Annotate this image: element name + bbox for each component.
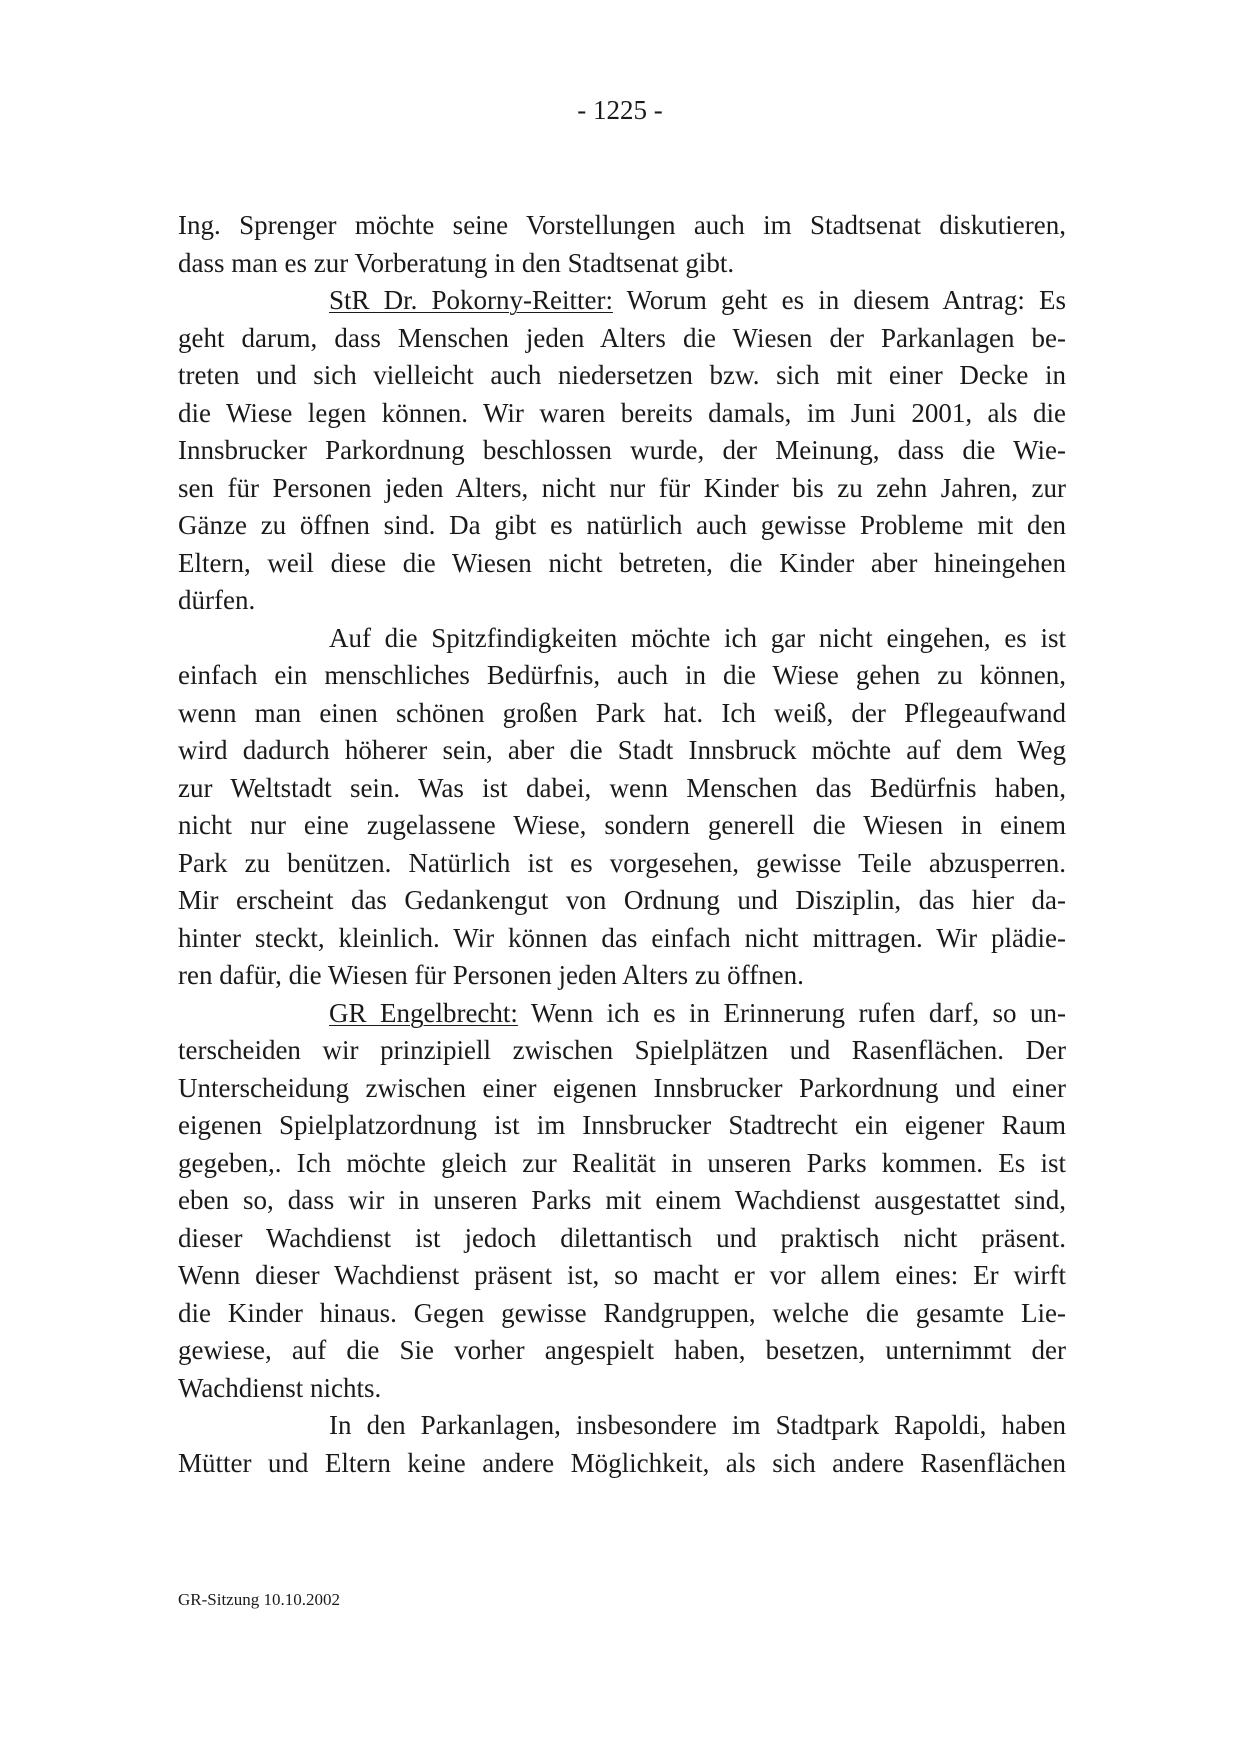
text-line: Wachdienst nichts. <box>178 1372 382 1403</box>
text-line: wird dadurch höherer sein, aber die Stadt Innsbruck möchte auf dem Weg <box>178 735 1066 765</box>
text-line: dieser Wachdienst ist jedoch dilettantisch und praktisch nicht präsent. <box>178 1222 1066 1253</box>
document-body <box>178 207 1066 1482</box>
text-line <box>178 282 1066 320</box>
text-line: gegeben,. Ich möchte gleich zur Realität in unseren Parks kommen. Es ist <box>178 1147 1066 1178</box>
text-line: gewiese, auf die Sie vorher angespielt haben, besetzen, unternimmt der <box>178 1335 1066 1365</box>
text-line: treten und sich vielleicht auch niedersetzen bzw. sich mit einer Decke in <box>178 360 1066 390</box>
text-line-rest: Wenn ich es in Erinnerung rufen darf, so un- <box>517 997 1067 1028</box>
text-line: dürfen. <box>178 585 256 615</box>
text-line: zur Weltstadt sein. Was ist dabei, wenn Menschen das Bedürfnis haben, <box>178 772 1066 803</box>
text-line: geht darum, dass Menschen jeden Alters die Wiesen der Parkanlagen be- <box>178 322 1066 353</box>
paragraph <box>178 1407 1066 1482</box>
text-line-rest: Worum geht es in diesem Antrag: Es <box>612 285 1066 315</box>
text-line: wenn man einen schönen großen Park hat. Ich weiß, der Pflegeaufwand <box>178 697 1066 728</box>
text-line: Ing. Sprenger möchte seine Vorstellungen auch im Stadtsenat diskutieren, <box>178 210 1066 240</box>
text-line: eben so, dass wir in unseren Parks mit einem Wachdienst ausgestattet sind, <box>178 1185 1066 1215</box>
text-line: eigenen Spielplatzordnung ist im Innsbrucker Stadtrecht ein eigener Raum <box>178 1110 1066 1140</box>
paragraph <box>178 207 1066 282</box>
paragraph <box>178 620 1066 995</box>
text-line <box>178 995 1066 1033</box>
text-line: Eltern, weil diese die Wiesen nicht betreten, die Kinder aber hineingehen <box>178 547 1066 578</box>
text-line: die Wiese legen können. Wir waren bereits damals, im Juni 2001, als die <box>178 397 1066 428</box>
paragraph <box>178 282 1066 620</box>
text-line: Auf die Spitzfindigkeiten möchte ich gar nicht eingehen, es ist <box>329 622 1066 653</box>
text-line: Unterscheidung zwischen einer eigenen Innsbrucker Parkordnung und einer <box>178 1072 1066 1103</box>
text-line: sen für Personen jeden Alters, nicht nur für Kinder bis zu zehn Jahren, zur <box>178 472 1066 503</box>
text-line: einfach ein menschliches Bedürfnis, auch in die Wiese gehen zu können, <box>178 660 1066 690</box>
text-line: Mütter und Eltern keine andere Möglichkeit, als sich andere Rasenflächen <box>178 1447 1066 1478</box>
text-line: nicht nur eine zugelassene Wiese, sondern generell die Wiesen in einem <box>178 810 1066 840</box>
text-line: Gänze zu öffnen sind. Da gibt es natürlich auch gewisse Probleme mit den <box>178 510 1066 540</box>
text-line: dass man es zur Vorberatung in den Stadtsenat gibt. <box>178 247 735 278</box>
text-line: Innsbrucker Parkordnung beschlossen wurde, der Meinung, dass die Wie- <box>178 435 1066 465</box>
text-line: ren dafür, die Wiesen für Personen jeden Alters zu öffnen. <box>178 960 804 990</box>
speaker-name: GR Engelbrecht: <box>329 997 518 1028</box>
text-line: die Kinder hinaus. Gegen gewisse Randgruppen, welche die gesamte Lie- <box>178 1297 1066 1328</box>
footer-session-date: GR-Sitzung 10.10.2002 <box>178 1590 340 1609</box>
text-line: Mir erscheint das Gedankengut von Ordnung und Disziplin, das hier da- <box>178 885 1066 915</box>
text-line: In den Parkanlagen, insbesondere im Stadtpark Rapoldi, haben <box>329 1410 1066 1440</box>
text-line: Wenn dieser Wachdienst präsent ist, so macht er vor allem eines: Er wirft <box>178 1260 1066 1290</box>
text-line: hinter steckt, kleinlich. Wir können das einfach nicht mittragen. Wir plädie- <box>178 922 1066 953</box>
page-number: - 1225 - <box>577 95 663 125</box>
text-line: terscheiden wir prinzipiell zwischen Spielplätzen und Rasenflächen. Der <box>178 1035 1066 1065</box>
speaker-name: StR Dr. Pokorny-Reitter: <box>329 285 613 315</box>
paragraph <box>178 995 1066 1408</box>
text-line: Park zu benützen. Natürlich ist es vorgesehen, gewisse Teile abzusperren. <box>178 847 1066 878</box>
